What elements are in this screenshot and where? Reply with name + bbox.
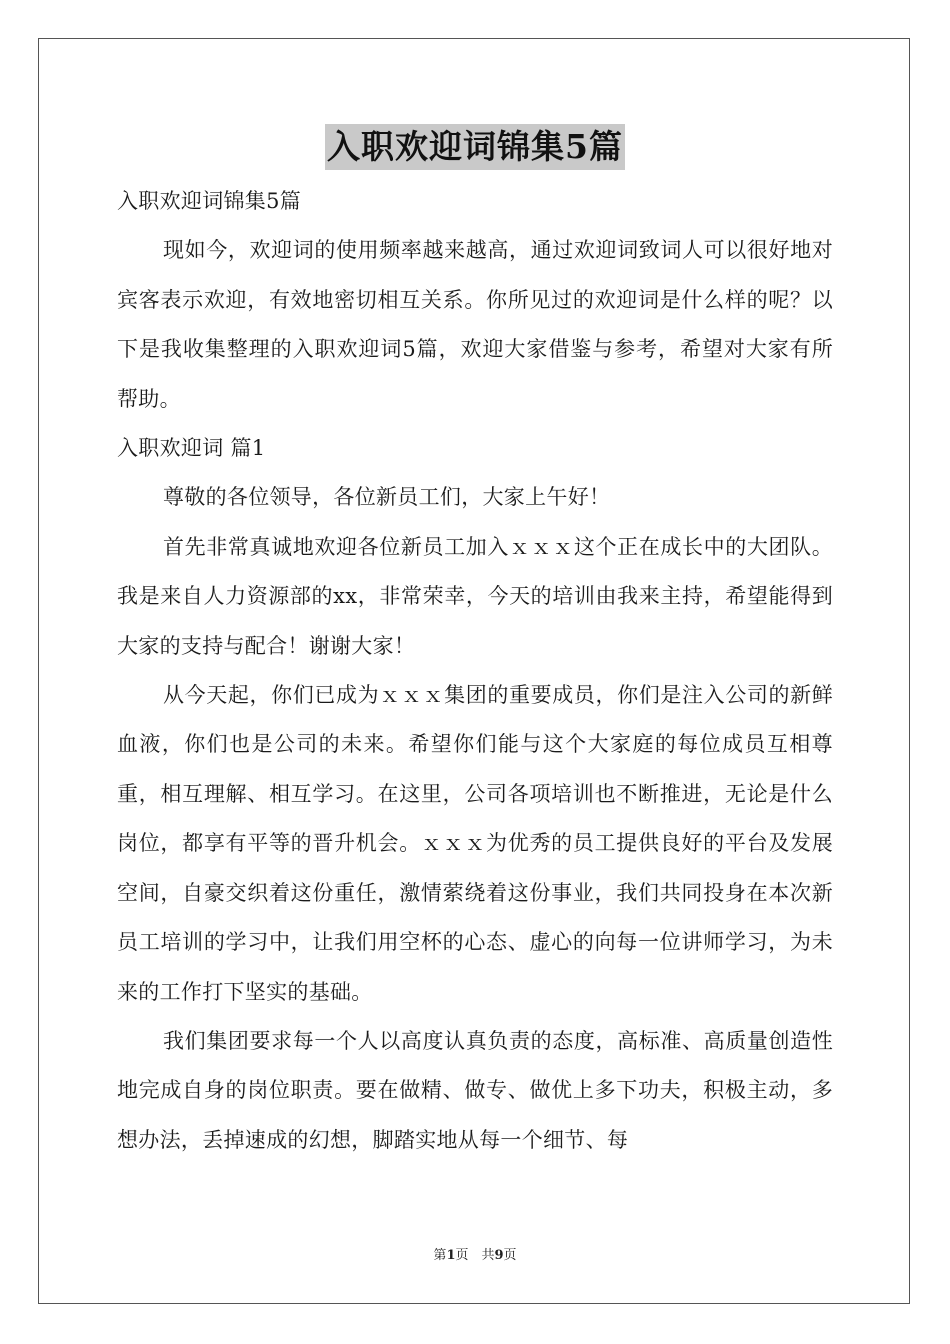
subtitle-line: 入职欢迎词锦集5篇: [117, 189, 302, 213]
total-pages: 9: [494, 1248, 504, 1263]
title-container: [0, 124, 950, 170]
page-footer: [0, 1244, 950, 1263]
page-number: 1: [446, 1248, 456, 1263]
body-paragraph: 首先非常真诚地欢迎各位新员工加入ｘｘｘ这个正在成长中的大团队。我是来自人力资源部的xx，非常荣幸，今天的培训由我来主持，希望能得到大家的支持与配合！谢谢大家！: [117, 534, 833, 658]
footer-prefix: 第: [433, 1248, 447, 1263]
body-paragraph: 从今天起，你们已成为ｘｘｘ集团的重要成员，你们是注入公司的新鲜血液，你们也是公司的未来。希望你们能与这个大家庭的每位成员互相尊重，相互理解、相互学习。在这里，公司各项培训也不断推进，无论是什么岗位，都享有平等的晋升机会。ｘｘｘ为优秀的员工提供良好的平台及发展空间，自豪交织着这份重任，激情萦绕着这份事业，我们共同投身在本次新员工培训的学习中，让我们用空杯的心态、虚心的向每一位讲师学习，为未来的工作打下坚实的基础。: [117, 683, 833, 1004]
footer-suffix: 页: [503, 1248, 517, 1263]
body-paragraph: 我们集团要求每一个人以高度认真负责的态度，高标准、高质量创造性地完成自身的岗位职责。要在做精、做专、做优上多下功夫，积极主动，多想办法，丢掉速成的幻想，脚踏实地从每一个细节、每: [117, 1028, 833, 1152]
document-title: 入职欢迎词锦集5篇: [325, 124, 625, 170]
document-body: [117, 177, 833, 1165]
section-heading: 入职欢迎词 篇1: [117, 436, 266, 461]
greeting-paragraph: 尊敬的各位领导，各位新员工们，大家上午好！: [163, 485, 611, 510]
intro-paragraph: 现如今，欢迎词的使用频率越来越高，通过欢迎词致词人可以很好地对宾客表示欢迎，有效地密切相互关系。你所见过的欢迎词是什么样的呢？以下是我收集整理的入职欢迎词5篇，欢迎大家借鉴与参考，希望对大家有所帮助。: [117, 238, 833, 411]
footer-mid: 页 共: [455, 1248, 495, 1263]
